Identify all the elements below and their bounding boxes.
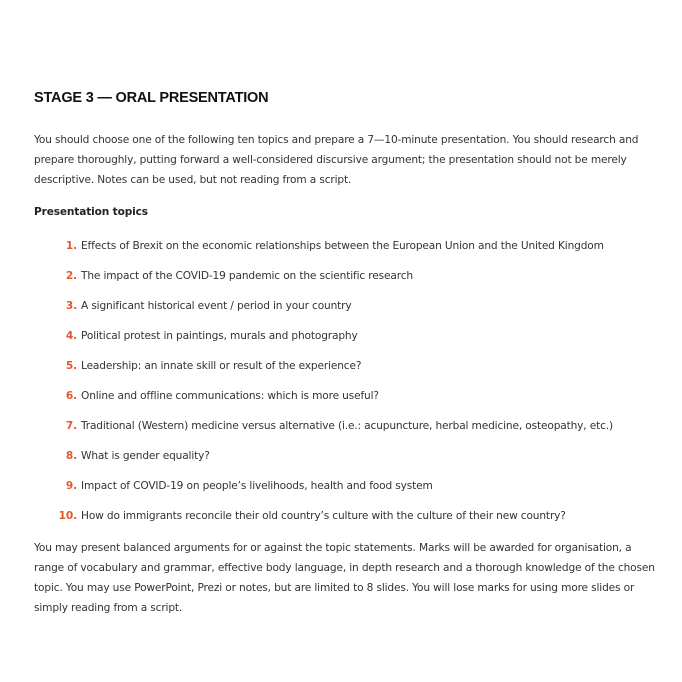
list-item [34,476,613,506]
topics-list [34,236,613,536]
list-item-text: Political protest in paintings, murals and photography [81,330,358,342]
topics-subheading: Presentation topics [34,206,148,218]
list-item-number: 3. [65,300,77,312]
list-item-number: 2. [65,270,77,282]
list-item [34,326,613,356]
list-item-number: 6. [65,390,77,402]
page-title: STAGE 3 — ORAL PRESENTATION [34,90,269,106]
list-item-number: 9. [65,480,77,492]
list-item-text: A significant historical event / period in your country [81,300,352,312]
intro-paragraph: You should choose one of the following ten topics and prepare a 7—10-minute presentation. You should research and prepare thoroughly, putting forward a well-considered discursive argument; the presentation should not be merely descriptive. Notes can be used, but not reading from a script. [34,134,639,186]
list-item-number: 4. [65,330,77,342]
list-item [34,356,613,386]
list-item-number: 10. [58,510,77,522]
list-item [34,236,613,266]
list-item-text: How do immigrants reconcile their old country’s culture with the culture of their new country? [81,510,566,522]
list-item-text: Traditional (Western) medicine versus alternative (i.e.: acupuncture, herbal medicine, osteopathy, etc.) [81,420,613,432]
list-item [34,386,613,416]
list-item [34,446,613,476]
list-item-text: Effects of Brexit on the economic relationships between the European Union and the United Kingdom [81,240,604,252]
list-item-text: The impact of the COVID-19 pandemic on the scientific research [81,270,413,282]
closing-paragraph: You may present balanced arguments for or against the topic statements. Marks will be awarded for organisation, a range of vocabulary and grammar, effective body language, in depth research and a thorough knowledge of the chosen topic. You may use PowerPoint, Prezi or notes, but are limited to 8 slides. You will lose marks for using more slides or simply reading from a script. [34,542,655,614]
list-item [34,416,613,446]
list-item [34,506,613,536]
list-item-text: Leadership: an innate skill or result of the experience? [81,360,362,372]
list-item-number: 1. [65,240,77,252]
list-item-text: Online and offline communications: which is more useful? [81,390,379,402]
list-item-number: 8. [65,450,77,462]
list-item [34,296,613,326]
list-item-number: 7. [65,420,77,432]
list-item-text: What is gender equality? [81,450,210,462]
list-item [34,266,613,296]
list-item-text: Impact of COVID-19 on people’s livelihoods, health and food system [81,480,433,492]
list-item-number: 5. [65,360,77,372]
